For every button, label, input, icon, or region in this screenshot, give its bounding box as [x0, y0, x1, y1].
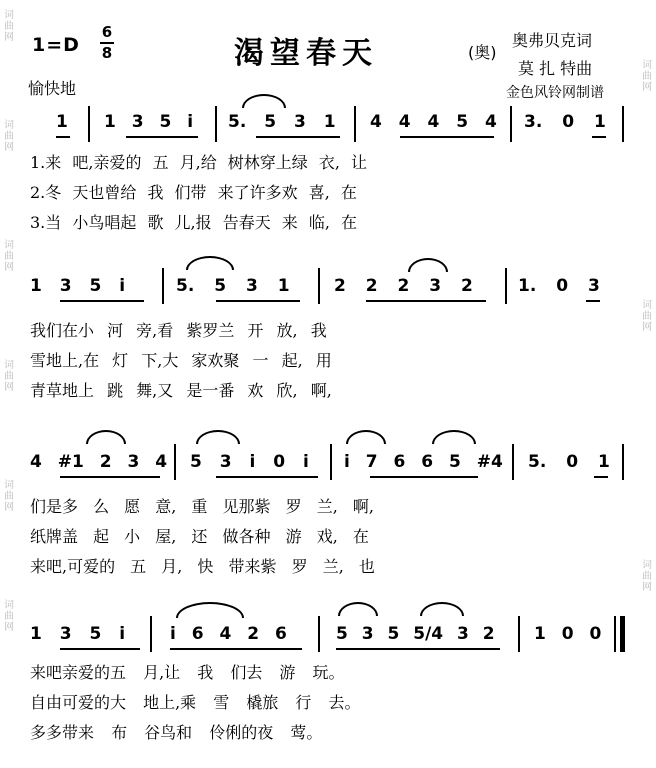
watermark-left: 词曲网 [4, 360, 14, 393]
watermark-left: 词曲网 [4, 240, 14, 273]
watermark-left: 词曲网 [4, 480, 14, 513]
lyric-line: 3.当 小鸟唱起 歌 儿,报 告春天 来 临, 在 [30, 213, 358, 232]
lyric-line: 多多带来 布 谷鸟和 伶俐的夜 莺。 [30, 723, 323, 742]
measure-notes: 5 3 i 0 i [190, 452, 309, 472]
measure-notes: 4 #1 2 3 4 [30, 452, 168, 472]
lyric-line: 纸牌盖 起 小 屋, 还 做各种 游 戏, 在 [30, 527, 369, 546]
measure-notes: 1. 0 3 [518, 276, 600, 296]
measure-notes: 5. 5 3 1 [228, 112, 336, 132]
watermark-right: 词曲网 [642, 60, 652, 93]
measure-notes: 4 4 4 5 4 [370, 112, 497, 132]
measure-notes: 1 [56, 112, 68, 132]
time-signature [100, 24, 114, 62]
measure-notes: i 7 6 6 5 #4 [344, 452, 503, 472]
composer: 莫 扎 特曲 [518, 59, 593, 78]
watermark-left: 词曲网 [4, 600, 14, 633]
measure-notes: 3. 0 1 [524, 112, 606, 132]
watermark-left: 词曲网 [4, 10, 14, 43]
lyric-line: 来吧,可爱的 五 月, 快 带来紫 罗 兰, 也 [30, 557, 375, 576]
measure-notes: 1 3 5 i [104, 112, 194, 132]
measure-notes: 1 0 0 [534, 624, 602, 644]
time-top: 6 [101, 23, 113, 41]
key-signature: 1=D [32, 34, 80, 56]
lyricist: 奥弗贝克词 [512, 31, 593, 50]
lyric-line: 我们在小 河 旁,看 紫罗兰 开 放, 我 [30, 321, 327, 340]
measure-notes: 5 3 5 5/4 3 2 [336, 624, 495, 644]
tempo-marking: 愉快地 [28, 79, 77, 98]
time-bottom: 8 [101, 44, 113, 62]
song-title: 渴望春天 [234, 36, 378, 71]
origin: (奥) [468, 43, 497, 62]
lyric-line: 2.冬 天也曾给 我 们带 来了许多欢 喜, 在 [30, 183, 357, 202]
lyric-line: 来吧亲爱的五 月,让 我 们去 游 玩。 [30, 663, 345, 682]
watermark-left: 词曲网 [4, 120, 14, 153]
measure-notes: 5. 0 1 [528, 452, 610, 472]
measure-notes: 1 3 5 i [30, 276, 126, 296]
measure-notes: 2 2 2 3 2 [334, 276, 473, 296]
measure-notes: 1 3 5 i [30, 624, 126, 644]
lyric-line: 1.来 吧,亲爱的 五 月,给 树林穿上绿 衣, 让 [30, 153, 368, 172]
watermark-right: 词曲网 [642, 560, 652, 593]
watermark-right: 词曲网 [642, 300, 652, 333]
measure-notes: i 6 4 2 6 [170, 624, 287, 644]
lyric-line: 青草地上 跳 舞,又 是一番 欢 欣, 啊, [30, 381, 332, 400]
lyric-line: 们是多 么 愿 意, 重 见那紫 罗 兰, 啊, [30, 497, 374, 516]
lyric-line: 雪地上,在 灯 下,大 家欢聚 一 起, 用 [30, 351, 332, 370]
lyric-line: 自由可爱的大 地上,乘 雪 橇旅 行 去。 [30, 693, 361, 712]
measure-notes: 5. 5 3 1 [176, 276, 290, 296]
publisher: 金色风铃网制谱 [506, 85, 604, 101]
